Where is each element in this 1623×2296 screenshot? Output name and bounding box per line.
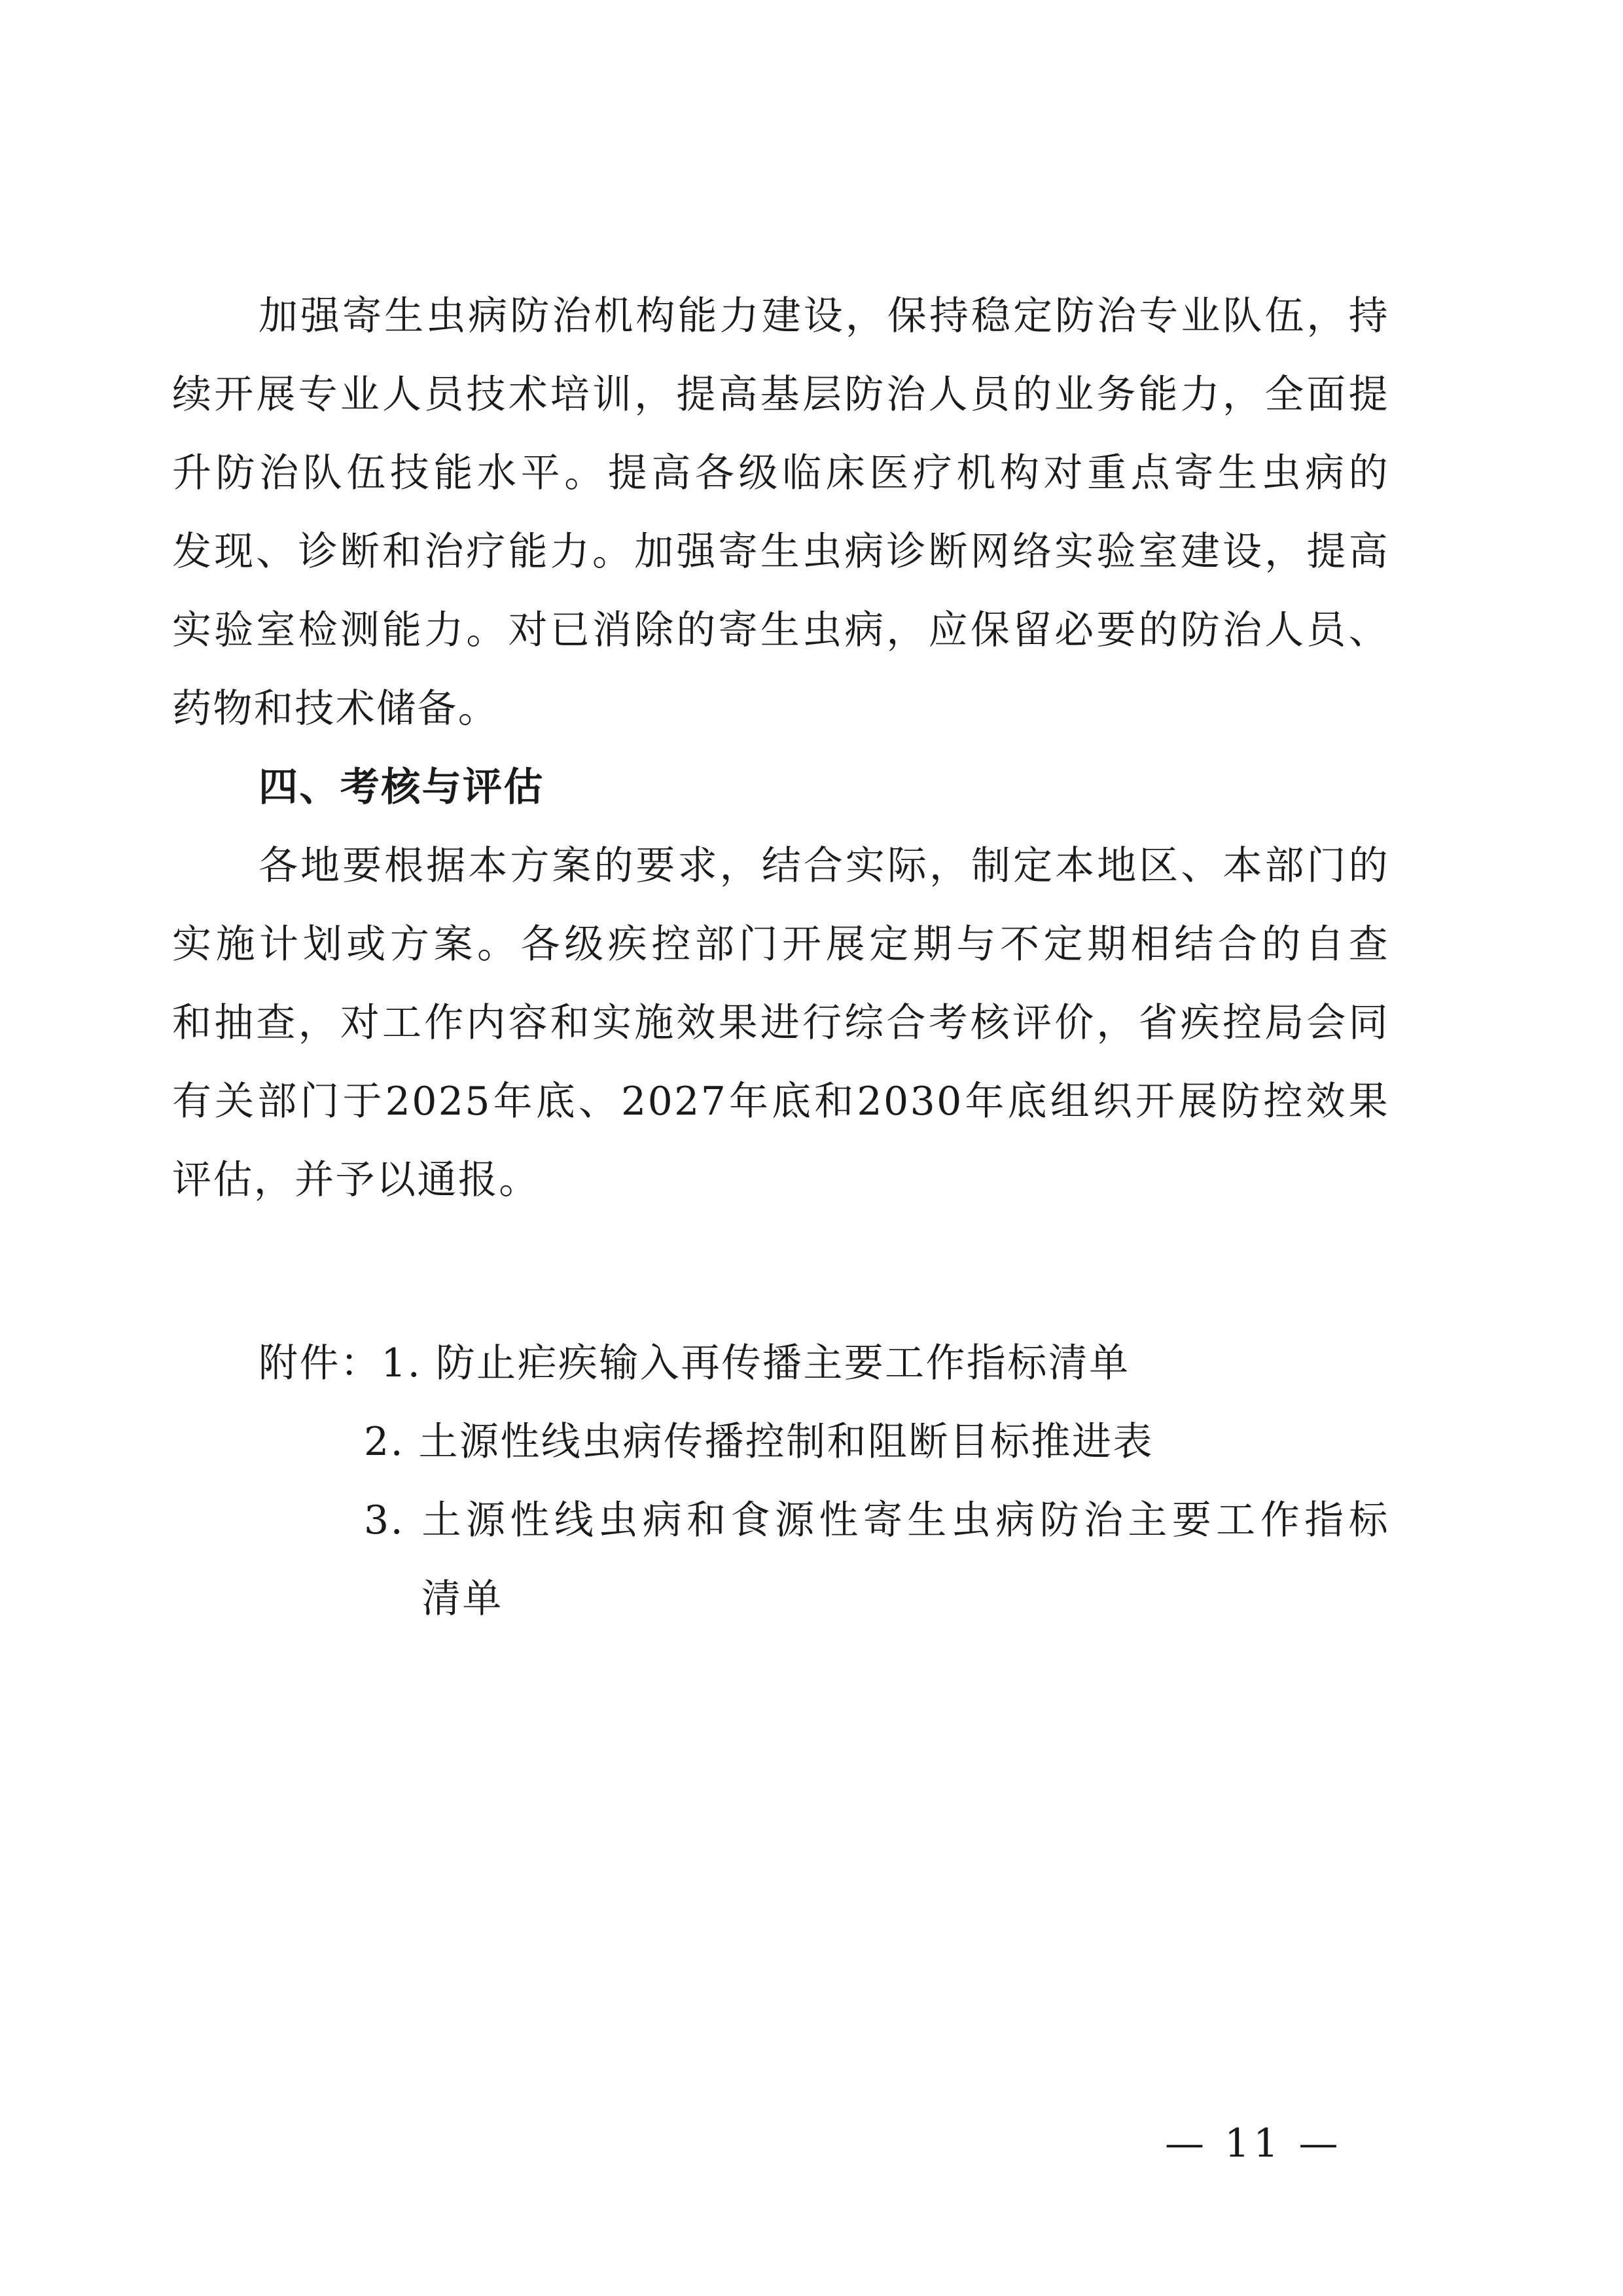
paragraph-2-line-3: 和抽查，对工作内容和实施效果进行综合考核评价，省疾控局会同 — [172, 1000, 1389, 1046]
paragraph-1-line-1: 加强寄生虫病防治机构能力建设，保持稳定防治专业队伍，持 — [259, 293, 1389, 339]
section-heading: 四、考核与评估 — [259, 764, 544, 810]
paragraph-2-line-4: 有关部门于2025年底、2027年底和2030年底组织开展防控效果 — [172, 1079, 1389, 1124]
paragraph-1-line-3: 升防治队伍技能水平。提高各级临床医疗机构对重点寄生虫病的 — [172, 450, 1389, 496]
paragraph-1-line-6: 药物和技术储备。 — [172, 686, 499, 732]
attachment-item-2: 2. 土源性线虫病传播控制和阻断目标推进表 — [364, 1419, 1154, 1465]
attachment-item-3-line-1: 3. 土源性线虫病和食源性寄生虫病防治主要工作指标 — [364, 1498, 1389, 1543]
paragraph-1-line-2: 续开展专业人员技术培训，提高基层防治人员的业务能力，全面提 — [172, 372, 1389, 418]
attachment-item-3-line-2: 清单 — [421, 1576, 503, 1622]
paragraph-1-line-5: 实验室检测能力。对已消除的寄生虫病，应保留必要的防治人员、 — [172, 607, 1389, 653]
paragraph-2-line-5: 评估，并予以通报。 — [172, 1157, 540, 1203]
paragraph-2-line-1: 各地要根据本方案的要求，结合实际，制定本地区、本部门的 — [259, 843, 1389, 889]
page-number: — 11 — — [1165, 2121, 1342, 2166]
paragraph-2-line-2: 实施计划或方案。各级疾控部门开展定期与不定期相结合的自查 — [172, 922, 1389, 967]
paragraph-1-line-4: 发现、诊断和治疗能力。加强寄生虫病诊断网络实验室建设，提高 — [172, 529, 1389, 575]
attachment-item-1: 附件：1. 防止疟疾输入再传播主要工作指标清单 — [259, 1340, 1130, 1386]
